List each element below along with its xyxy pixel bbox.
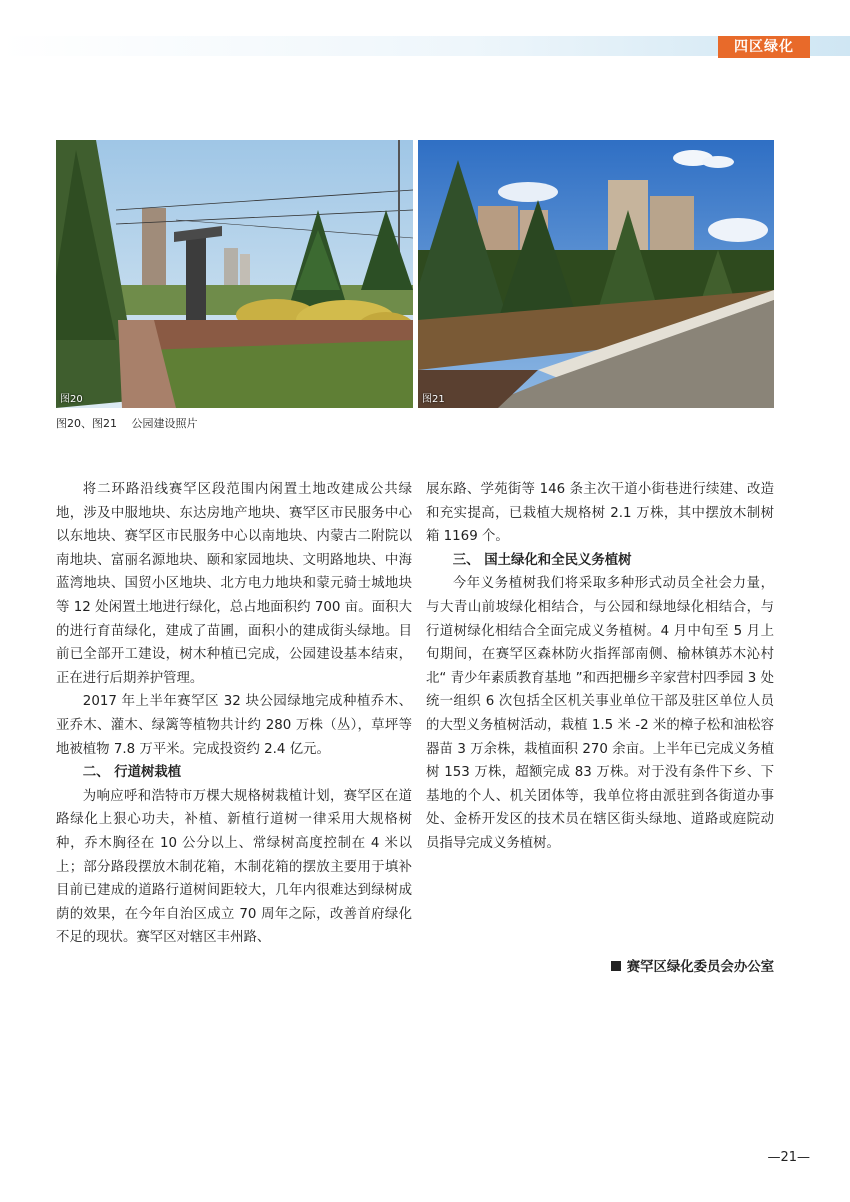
page-number: —21— (767, 1150, 810, 1165)
photo-park-construction-1 (56, 140, 413, 408)
paragraph: 为响应呼和浩特市万棵大规格树栽植计划，赛罕区在道路绿化上狠心功夫，补植、新植行道树一律采用大规格树种，乔木胸径在 10 公分以上、常绿树高度控制在 4 米以上；部分路段摆放木制花箱，木制花箱的摆放主要用于填补目前已建成的道路行道树间距较大，几年内很难达到绿树成荫的效果，在今年自治区成立 70 周年之际，改善首府绿化不足的现状。赛罕区对辖区丰州路、 (56, 788, 412, 946)
park-photo-graphic (56, 140, 413, 408)
signature (611, 956, 774, 975)
paragraph: 今年义务植树我们将采取多种形式动员全社会力量，与大青山前坡绿化相结合，与公园和绿地绿化相结合，与行道树绿化相结合全面完成义务植树。4 月中旬至 5 月上旬期间，在赛罕区森林防火指挥部南侧、榆林镇苏木沁村北“ 青少年素质教育基地 ”和西把栅乡辛家营村四季园 3 处统一组织 6 次包括全区机关事业单位干部及驻区单位人员的大型义务植树活动，栽植 1.5 米 -2 米的樟子松和油松容器苗 3 万余株，栽植面积 270 余亩。上半年已完成义务植树 153 万株，超额完成 83 万株。对于没有条件下乡、下基地的个人、机关团体等，我单位将由派驻到各街道办事处、金桥开发区的技术员在辖区街头绿地、道路或庭院动员指导完成义务植树。 (426, 576, 774, 851)
signature-text: 赛罕区绿化委员会办公室 (626, 960, 774, 975)
left-column (56, 478, 412, 950)
photo-park-construction-2 (418, 140, 774, 408)
paragraph: 将二环路沿线赛罕区段范围内闲置土地改建成公共绿地，涉及中服地块、东达房地产地块、赛罕区市民服务中心以东地块、赛罕区市民服务中心以南地块、内蒙古二附院以南地块、富丽名源地块、颐和家园地块、文明路地块、中海蓝湾地块、国贸小区地块、北方电力地块和蒙元骑士城地块等 12 处闲置土地进行绿化，总占地面积约 700 亩。面积大的进行育苗绿化，建成了苗圃，面积小的建成街头绿地。目前已全部开工建设，树木种植已完成，公园建设基本结束，正在进行后期养护管理。 (56, 482, 412, 686)
square-bullet-icon (611, 961, 621, 971)
paragraph: 展东路、学苑街等 146 条主次干道小街巷进行续建、改造和充实提高，已栽植大规格树 2.1 万株，其中摆放木制树箱 1169 个。 (426, 482, 774, 545)
section-heading: 二、 行道树栽植 (82, 765, 182, 781)
roadside-photo-graphic (418, 140, 774, 408)
photo-label: 图20 (60, 394, 83, 405)
paragraph: 2017 年上半年赛罕区 32 块公园绿地完成种植乔木、亚乔木、灌木、绿篱等植物共计约 280 万株（丛），草坪等地被植物 7.8 万平米。完成投资约 2.4 亿元。 (56, 694, 412, 757)
photo-label: 图21 (422, 394, 445, 405)
right-column (426, 478, 774, 856)
section-tag: 四区绿化 (718, 36, 810, 58)
figure-caption: 图20、图21 公园建设照片 (56, 417, 198, 430)
section-heading: 三、 国土绿化和全民义务植树 (452, 552, 632, 568)
